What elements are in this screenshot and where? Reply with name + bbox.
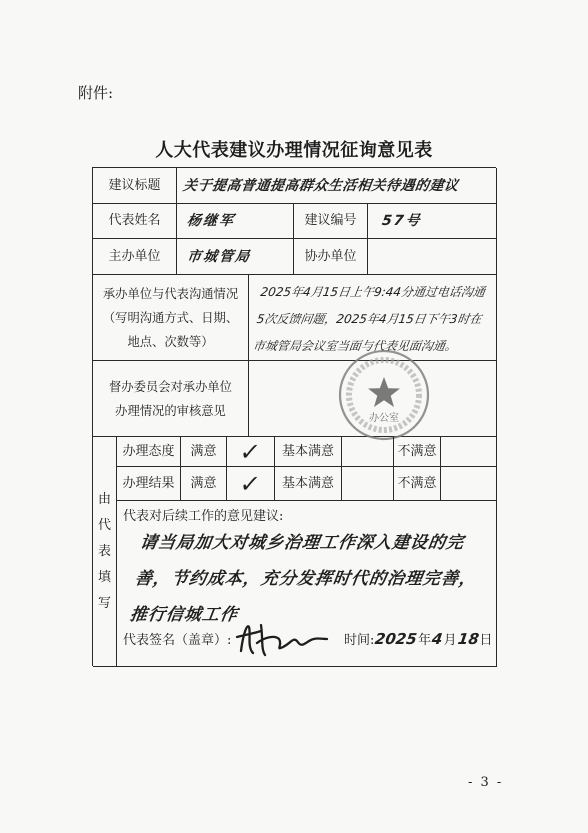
date-month: 4	[430, 630, 444, 648]
attitude-option-basic[interactable]: 基本满意	[275, 437, 342, 467]
attitude-label: 办理态度	[117, 437, 181, 467]
date-day-unit: 日	[479, 633, 493, 648]
result-unsatisfied-checkbox[interactable]	[441, 467, 497, 501]
communication-note: （写明沟通方式、日期、地点、次数等）	[102, 310, 239, 349]
host-unit-label: 主办单位	[93, 239, 177, 275]
co-unit-value	[368, 239, 497, 275]
suggestion-text: 请当局加大对城乡治理工作深入建设的完善，节约成本，充分发挥时代的治理完善，推行信城工作	[128, 533, 479, 625]
result-option-basic[interactable]: 基本满意	[275, 467, 342, 501]
seal-star-icon	[368, 377, 400, 407]
result-satisfied-checkbox[interactable]	[227, 467, 275, 501]
suggestion-title-cell	[177, 168, 497, 204]
co-unit-label: 协办单位	[294, 239, 368, 275]
communication-label: 承办单位与代表沟通情况	[102, 286, 239, 301]
deputy-fill-side-cell	[93, 437, 117, 667]
attitude-satisfied-checkbox[interactable]	[227, 437, 275, 467]
date-row	[344, 627, 493, 653]
seal-text: 办公室	[369, 413, 399, 424]
host-unit-value: 市城管局	[185, 248, 253, 265]
attachment-label: 附件:	[78, 84, 114, 102]
result-check-icon: ✓	[238, 469, 263, 498]
result-label: 办理结果	[117, 467, 181, 501]
host-unit-cell	[177, 239, 294, 275]
deputy-signature	[231, 617, 331, 661]
feedback-form-table	[92, 167, 496, 666]
deputy-name-cell	[177, 204, 294, 239]
deputy-fill-side-label: 由代表填写	[97, 491, 111, 611]
page-number: - 3 -	[468, 775, 504, 790]
attitude-basic-checkbox[interactable]	[342, 437, 394, 467]
result-basic-checkbox[interactable]	[342, 467, 394, 501]
review-label: 督办委员会对承办单位办理情况的审核意见	[93, 361, 249, 437]
office-seal-stamp	[336, 347, 432, 443]
suggestion-title-label: 建议标题	[93, 168, 177, 204]
date-month-unit: 月	[443, 633, 457, 648]
date-day: 18	[456, 630, 480, 648]
communication-value: 2025年4月15日上午9:44分通过电话沟通5次反馈问题，2025年4月15日下午3时在市城管局会议室当面与代表见面沟通。	[252, 285, 486, 353]
form-title: 人大代表建议办理情况征询意见表	[155, 140, 433, 161]
result-option-unsatisfied[interactable]: 不满意	[394, 467, 441, 501]
communication-label-cell	[93, 275, 249, 361]
deputy-name-label: 代表姓名	[93, 204, 177, 239]
date-label: 时间:	[344, 633, 375, 648]
result-option-satisfied[interactable]: 满意	[181, 467, 227, 501]
date-year: 2025	[374, 630, 419, 648]
date-year-unit: 年	[418, 633, 432, 648]
suggestion-no-label: 建议编号	[294, 204, 368, 239]
suggestion-block	[117, 501, 497, 667]
suggestion-no-cell	[368, 204, 497, 239]
suggestion-label: 代表对后续工作的意见建议:	[123, 509, 284, 524]
suggestion-title-value: 关于提高普通提高群众生活相关待遇的建议	[181, 177, 460, 194]
deputy-name-value: 杨继军	[185, 213, 237, 229]
signature-label: 代表签名（盖章）:	[123, 633, 232, 648]
attitude-unsatisfied-checkbox[interactable]	[441, 437, 497, 467]
attitude-check-icon: ✓	[238, 437, 263, 466]
attitude-option-unsatisfied[interactable]: 不满意	[394, 437, 441, 467]
suggestion-no-value: 57号	[380, 213, 423, 229]
attitude-option-satisfied[interactable]: 满意	[181, 437, 227, 467]
review-cell	[249, 361, 497, 437]
